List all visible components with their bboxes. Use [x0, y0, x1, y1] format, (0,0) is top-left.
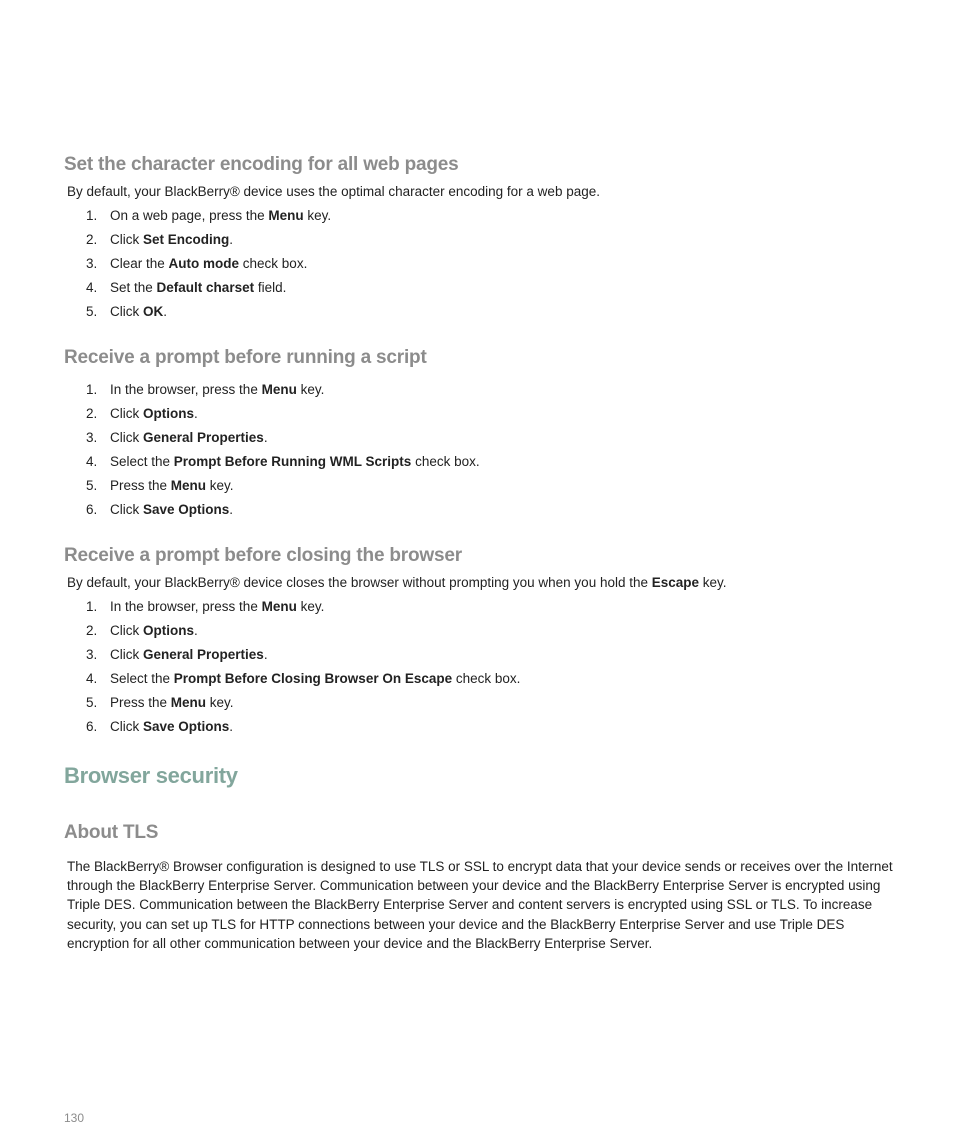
step-text-post: . — [194, 406, 198, 421]
step-text — [110, 693, 234, 713]
step-text — [110, 428, 268, 448]
step-text-post: key. — [206, 695, 234, 710]
step-text-bold: Menu — [261, 382, 297, 397]
step-text-bold: Options — [143, 406, 194, 421]
page-number: 130 — [64, 1111, 85, 1125]
section-title-browser-security: Browser security — [64, 763, 238, 788]
section-title-about-tls: About TLS — [64, 822, 159, 843]
step-text-pre: In the browser, press the — [110, 382, 262, 397]
step-text-pre: Press the — [110, 695, 171, 710]
step-text-bold: Prompt Before Closing Browser On Escape — [173, 671, 453, 686]
step-text-pre: Press the — [110, 478, 171, 493]
step-text-pre: Click — [110, 430, 143, 445]
step-text-bold: Auto mode — [168, 256, 240, 271]
step-text — [110, 380, 324, 400]
step-text-pre: Click — [110, 719, 143, 734]
step-text-pre: In the browser, press the — [110, 599, 262, 614]
step-text-post: check box. — [239, 256, 308, 271]
step-text — [110, 500, 233, 520]
step-text-pre: Click — [110, 623, 143, 638]
step-number: 6. — [86, 502, 98, 517]
step-number: 5. — [86, 304, 98, 319]
step-text-bold: Prompt Before Running WML Scripts — [173, 454, 412, 469]
step-text-post: . — [163, 304, 168, 319]
step-text — [110, 254, 307, 274]
step-text-bold: General Properties — [143, 647, 264, 662]
intro-text-post: key. — [699, 575, 727, 590]
step-text-post: key. — [206, 478, 234, 493]
step-text — [110, 452, 480, 472]
about-tls-body: The BlackBerry® Browser configuration is designed to use TLS or SSL to encrypt data that your device sends or receives over the Internet through the BlackBerry Enterprise Server. Communication between your device and the BlackBerry Enterprise Server is encrypted using Triple DES. Communication between the BlackBerry Enterprise Server and content servers is encrypted using SSL or TLS. To increase security, you can set up TLS for HTTP connections between your device and the BlackBerry Enterprise Server and use Triple DES encryption for all other communication between your device and the BlackBerry Enterprise Server. — [67, 859, 893, 951]
step-text-bold: Save Options — [143, 719, 230, 734]
step-text — [110, 302, 167, 322]
intro-text-bold: Escape — [651, 575, 700, 590]
step-number: 3. — [86, 647, 98, 662]
step-number: 5. — [86, 478, 98, 493]
step-text-pre: Click — [110, 406, 143, 421]
step-text-post: key. — [303, 208, 332, 223]
section-title-character-encoding: Set the character encoding for all web pages — [64, 154, 459, 175]
section-intro-character-encoding: By default, your BlackBerry® device uses the optimal character encoding for a web page. — [67, 184, 600, 199]
step-text-post: . — [263, 647, 268, 662]
step-text-post: . — [229, 502, 234, 517]
step-text-pre: Click — [110, 232, 143, 247]
step-text-pre: Select the — [110, 671, 174, 686]
step-text-pre: Set the — [110, 280, 157, 295]
step-number: 1. — [86, 599, 98, 614]
step-number: 3. — [86, 256, 98, 271]
step-text — [110, 669, 520, 689]
step-text — [110, 621, 198, 641]
step-text-pre: Clear the — [110, 256, 169, 271]
intro-text-pre: By default, your BlackBerry® device closes the browser without prompting you when you hold the — [67, 575, 652, 590]
step-text-bold: Menu — [268, 208, 304, 223]
step-text-post: . — [229, 719, 234, 734]
step-text-bold: Menu — [261, 599, 297, 614]
step-text — [110, 717, 233, 737]
step-text-post: key. — [296, 382, 325, 397]
step-text-post: check box. — [411, 454, 480, 469]
step-text-pre: Click — [110, 502, 143, 517]
step-number: 4. — [86, 280, 98, 295]
step-text — [110, 278, 286, 298]
step-number: 2. — [86, 232, 98, 247]
step-text-bold: Default charset — [156, 280, 255, 295]
step-number: 1. — [86, 382, 98, 397]
step-number: 2. — [86, 406, 98, 421]
step-number: 4. — [86, 454, 98, 469]
step-number: 6. — [86, 719, 98, 734]
step-text-bold: Options — [143, 623, 194, 638]
step-text — [110, 645, 268, 665]
step-text-bold: Menu — [170, 478, 207, 493]
step-number: 4. — [86, 671, 98, 686]
step-text-post: . — [229, 232, 234, 247]
step-text-pre: Click — [110, 647, 143, 662]
step-text-bold: General Properties — [143, 430, 264, 445]
section-title-prompt-closing: Receive a prompt before closing the browser — [64, 545, 462, 566]
step-text — [110, 404, 198, 424]
step-text-pre: On a web page, press the — [110, 208, 269, 223]
step-text-bold: Menu — [170, 695, 207, 710]
section-title-prompt-script: Receive a prompt before running a script — [64, 347, 427, 368]
step-text — [110, 206, 331, 226]
step-text-pre: Select the — [110, 454, 174, 469]
step-text — [110, 597, 324, 617]
step-number: 5. — [86, 695, 98, 710]
step-text-post: check box. — [452, 671, 521, 686]
step-text-bold: OK — [143, 304, 164, 319]
step-text-post: . — [194, 623, 198, 638]
step-text — [110, 476, 234, 496]
section-intro-prompt-closing — [67, 575, 727, 590]
step-number: 2. — [86, 623, 98, 638]
step-text-post: . — [263, 430, 268, 445]
step-text-post: field. — [254, 280, 287, 295]
step-text-bold: Save Options — [143, 502, 230, 517]
step-number: 3. — [86, 430, 98, 445]
step-text-pre: Click — [110, 304, 143, 319]
step-text-bold: Set Encoding — [143, 232, 230, 247]
step-text — [110, 230, 233, 250]
step-number: 1. — [86, 208, 98, 223]
step-text-post: key. — [296, 599, 325, 614]
